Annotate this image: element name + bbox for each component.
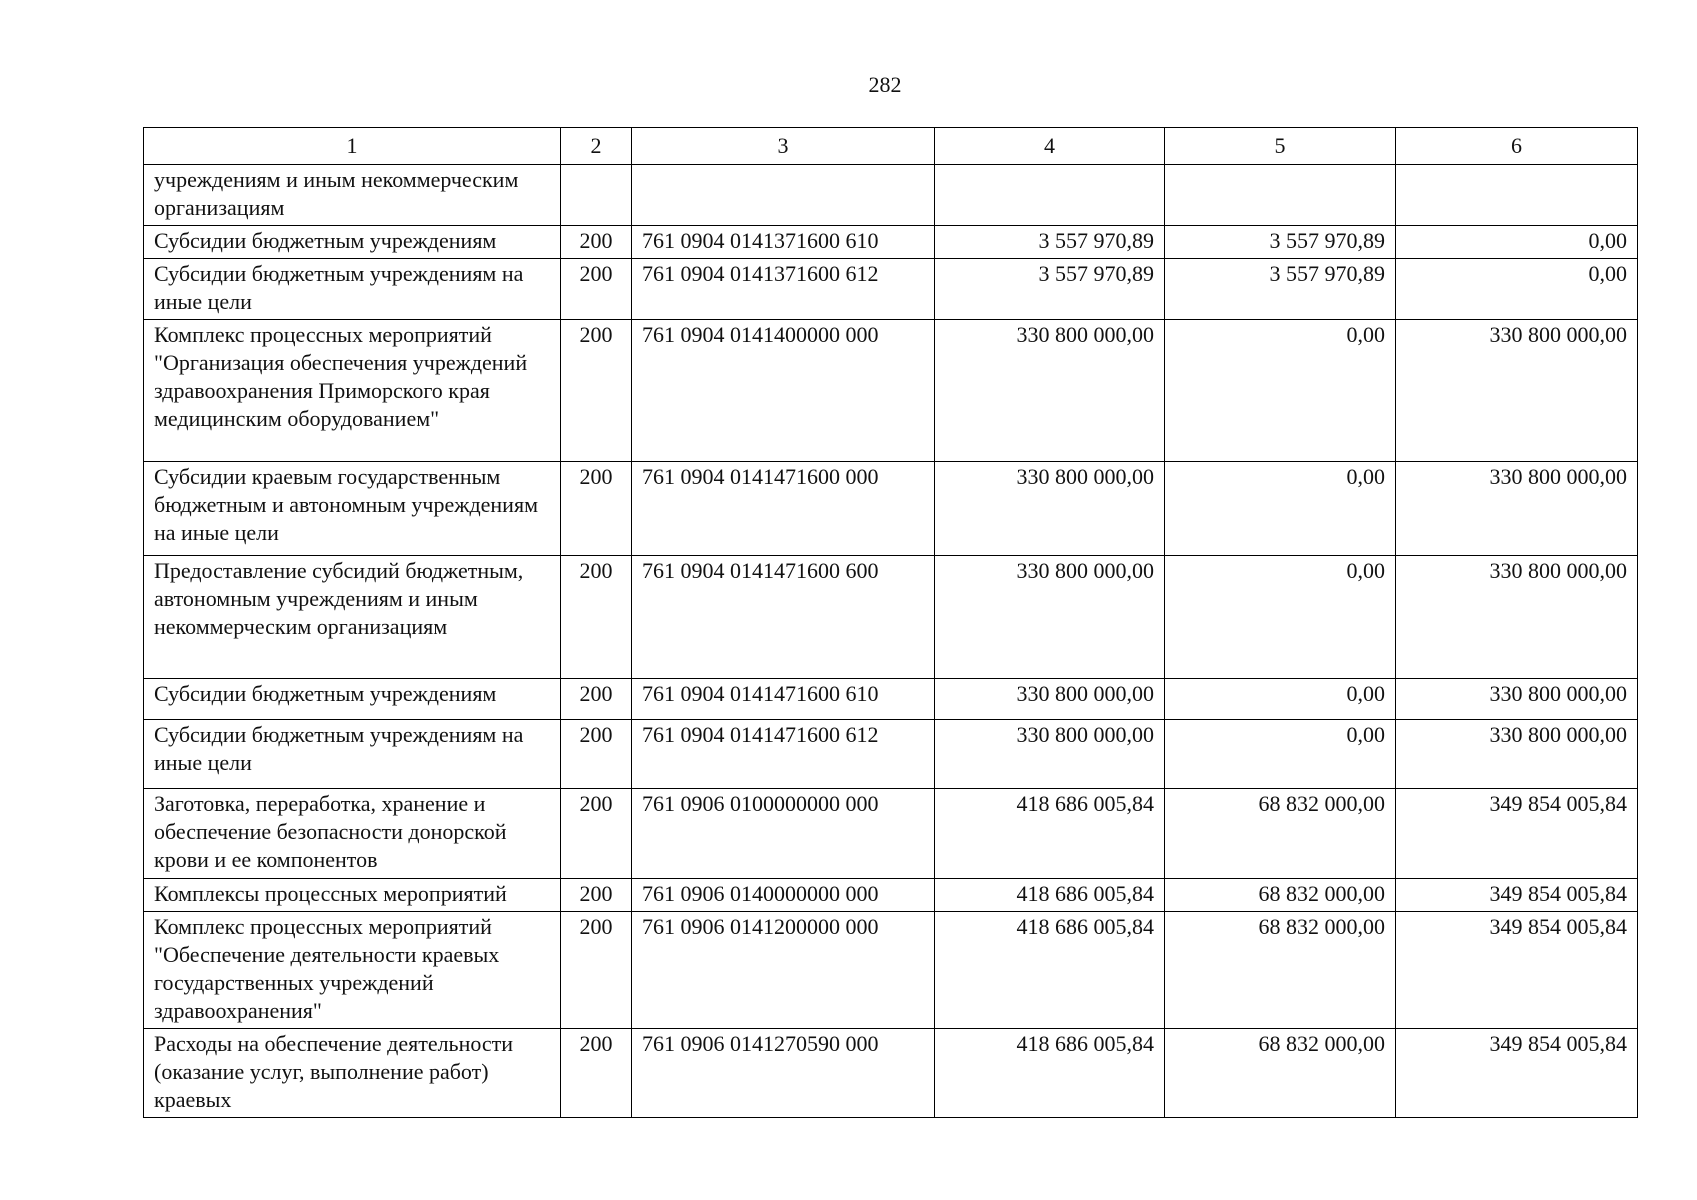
column-header: 2 xyxy=(561,128,632,165)
table-row xyxy=(144,679,1638,720)
value-col6-cell: 349 854 005,84 xyxy=(1396,879,1638,912)
code-cell: 761 0904 0141471600 600 xyxy=(632,556,935,679)
column-2-cell xyxy=(561,165,632,226)
value-col6-cell: 330 800 000,00 xyxy=(1396,556,1638,679)
value-col4-cell: 3 557 970,89 xyxy=(935,259,1165,320)
value-col6-cell: 330 800 000,00 xyxy=(1396,679,1638,720)
row-name-cell: Субсидии бюджетным учреждениям на иные цели xyxy=(144,259,561,320)
value-col6-cell: 349 854 005,84 xyxy=(1396,789,1638,879)
value-col4-cell: 418 686 005,84 xyxy=(935,879,1165,912)
column-2-cell: 200 xyxy=(561,879,632,912)
value-col6-cell: 330 800 000,00 xyxy=(1396,720,1638,789)
row-name-cell: Субсидии бюджетным учреждениям xyxy=(144,679,561,720)
table-header-row xyxy=(144,128,1638,165)
value-col5-cell: 0,00 xyxy=(1165,462,1396,556)
column-2-cell: 200 xyxy=(561,462,632,556)
code-cell: 761 0906 0140000000 000 xyxy=(632,879,935,912)
row-name-cell: Комплексы процессных мероприятий xyxy=(144,879,561,912)
table-row xyxy=(144,462,1638,556)
value-col5-cell: 3 557 970,89 xyxy=(1165,259,1396,320)
row-name-cell: Субсидии краевым государственным бюджетным и автономным учреждениям на иные цели xyxy=(144,462,561,556)
value-col5-cell: 0,00 xyxy=(1165,720,1396,789)
code-cell: 761 0906 0141200000 000 xyxy=(632,912,935,1029)
value-col4-cell: 330 800 000,00 xyxy=(935,462,1165,556)
column-2-cell: 200 xyxy=(561,259,632,320)
column-2-cell: 200 xyxy=(561,226,632,259)
value-col4-cell: 330 800 000,00 xyxy=(935,320,1165,462)
value-col4-cell: 418 686 005,84 xyxy=(935,789,1165,879)
table-row xyxy=(144,320,1638,462)
value-col6-cell xyxy=(1396,165,1638,226)
code-cell: 761 0904 0141371600 612 xyxy=(632,259,935,320)
column-2-cell: 200 xyxy=(561,720,632,789)
table-row xyxy=(144,1029,1638,1118)
column-2-cell: 200 xyxy=(561,1029,632,1118)
value-col4-cell: 418 686 005,84 xyxy=(935,912,1165,1029)
value-col4-cell xyxy=(935,165,1165,226)
column-header: 6 xyxy=(1396,128,1638,165)
value-col6-cell: 330 800 000,00 xyxy=(1396,320,1638,462)
code-cell: 761 0904 0141471600 000 xyxy=(632,462,935,556)
value-col5-cell xyxy=(1165,165,1396,226)
value-col6-cell: 330 800 000,00 xyxy=(1396,462,1638,556)
row-name-cell: Заготовка, переработка, хранение и обеспечение безопасности донорской крови и ее компонентов xyxy=(144,789,561,879)
row-name-cell: Комплекс процессных мероприятий "Организация обеспечения учреждений здравоохранения Приморского края медицинским оборудованием" xyxy=(144,320,561,462)
column-header: 5 xyxy=(1165,128,1396,165)
value-col6-cell: 349 854 005,84 xyxy=(1396,912,1638,1029)
page-number: 282 xyxy=(868,72,902,97)
value-col4-cell: 3 557 970,89 xyxy=(935,226,1165,259)
code-cell: 761 0904 0141471600 610 xyxy=(632,679,935,720)
code-cell: 761 0904 0141371600 610 xyxy=(632,226,935,259)
value-col5-cell: 0,00 xyxy=(1165,320,1396,462)
table-row xyxy=(144,259,1638,320)
table-row xyxy=(144,912,1638,1029)
value-col5-cell: 68 832 000,00 xyxy=(1165,912,1396,1029)
column-header: 3 xyxy=(632,128,935,165)
column-2-cell: 200 xyxy=(561,679,632,720)
value-col6-cell: 349 854 005,84 xyxy=(1396,1029,1638,1118)
table-row xyxy=(144,226,1638,259)
column-header: 1 xyxy=(144,128,561,165)
table-row xyxy=(144,789,1638,879)
budget-table xyxy=(143,127,1638,1118)
code-cell: 761 0904 0141400000 000 xyxy=(632,320,935,462)
table-row xyxy=(144,165,1638,226)
column-2-cell: 200 xyxy=(561,789,632,879)
column-2-cell: 200 xyxy=(561,912,632,1029)
table-row xyxy=(144,879,1638,912)
row-name-cell: Субсидии бюджетным учреждениям xyxy=(144,226,561,259)
value-col5-cell: 3 557 970,89 xyxy=(1165,226,1396,259)
column-2-cell: 200 xyxy=(561,320,632,462)
value-col5-cell: 68 832 000,00 xyxy=(1165,879,1396,912)
value-col5-cell: 0,00 xyxy=(1165,556,1396,679)
value-col4-cell: 418 686 005,84 xyxy=(935,1029,1165,1118)
code-cell: 761 0904 0141471600 612 xyxy=(632,720,935,789)
table-row xyxy=(144,720,1638,789)
value-col4-cell: 330 800 000,00 xyxy=(935,556,1165,679)
row-name-cell: учреждениям и иным некоммерческим организациям xyxy=(144,165,561,226)
row-name-cell: Субсидии бюджетным учреждениям на иные цели xyxy=(144,720,561,789)
value-col6-cell: 0,00 xyxy=(1396,259,1638,320)
value-col4-cell: 330 800 000,00 xyxy=(935,679,1165,720)
code-cell: 761 0906 0100000000 000 xyxy=(632,789,935,879)
value-col4-cell: 330 800 000,00 xyxy=(935,720,1165,789)
row-name-cell: Предоставление субсидий бюджетным, автономным учреждениям и иным некоммерческим организациям xyxy=(144,556,561,679)
column-2-cell: 200 xyxy=(561,556,632,679)
column-header: 4 xyxy=(935,128,1165,165)
code-cell xyxy=(632,165,935,226)
code-cell: 761 0906 0141270590 000 xyxy=(632,1029,935,1118)
value-col5-cell: 68 832 000,00 xyxy=(1165,789,1396,879)
value-col5-cell: 68 832 000,00 xyxy=(1165,1029,1396,1118)
row-name-cell: Комплекс процессных мероприятий "Обеспечение деятельности краевых государственных учреждений здравоохранения" xyxy=(144,912,561,1029)
value-col6-cell: 0,00 xyxy=(1396,226,1638,259)
value-col5-cell: 0,00 xyxy=(1165,679,1396,720)
table-row xyxy=(144,556,1638,679)
row-name-cell: Расходы на обеспечение деятельности (оказание услуг, выполнение работ) краевых xyxy=(144,1029,561,1118)
